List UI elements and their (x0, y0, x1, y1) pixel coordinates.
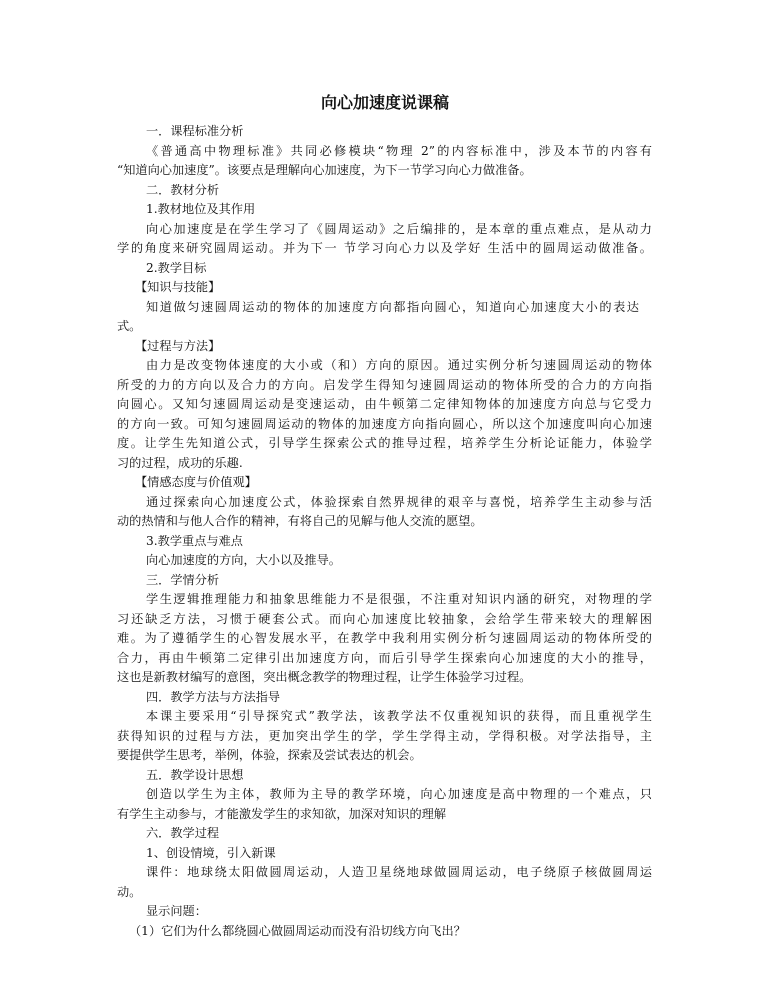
paragraph-line: 要提供学生思考，举例，体验，探索及尝试表达的机会。 (117, 748, 422, 762)
paragraph-line: 向圆心。又知匀速圆周运动是变速运动，由牛顿第二定律知物体的加速度方向总与它受力 (117, 397, 652, 411)
paragraph-line: 习还缺乏方法，习惯于硬套公式。而向心加速度比较抽象，会给学生带来较大的理解困 (117, 612, 652, 626)
paragraph-line: 学的角度来研究圆周运动。并为下一 节学习向心力以及学好 生活中的圆周运动做准备。 (117, 241, 652, 255)
paragraph-line: 本课主要采用“引导探究式”教学法，该教学法不仅重视知识的获得，而且重视学生 (146, 709, 652, 723)
paragraph-line: 获得知识的过程与方法，更加突出学生的学，学生学得主动，学得积极。对学法指导，主 (117, 729, 652, 743)
paragraph-line: 向心加速度是在学生学习了《圆周运动》之后编排的，是本章的重点难点，是从动力 (146, 222, 652, 236)
paragraph-line: 的方向一致。可知匀速圆周运动的物体的加速度方向指向圆心，所以这个加速度叫向心加速 (117, 417, 652, 431)
paragraph-line: 向心加速度的方向，大小以及推导。 (146, 553, 341, 567)
paragraph-line: 课件：地球绕太阳做圆周运动，人造卫星绕地球做圆周运动，电子绕原子核做圆周运 (146, 865, 652, 879)
paragraph-line: 创造以学生为主体，教师为主导的教学环境，向心加速度是高中物理的一个难点，只 (146, 787, 652, 801)
section-heading: 二．教材分析 (146, 183, 220, 197)
paragraph-line: 度。让学生先知道公式，引导学生探索公式的推导过程，培养学生分析论证能力，体验学 (117, 436, 652, 450)
paragraph-line: “知道向心加速度”。该要点是理解向心加速度，为下一节学习向心力做准备。 (117, 163, 532, 177)
goal-heading: 【过程与方法】 (135, 339, 221, 353)
paragraph-line: 这也是新教材编写的意图，突出概念教学的物理过程，让学生体验学习过程。 (117, 670, 532, 684)
paragraph-line: 所受的力的方向以及合力的方向。启发学生得知匀速圆周运动的物体所受的合力的方向指 (117, 378, 652, 392)
paragraph-line: 合力，再由牛顿第二定律引出加速度方向，而后引导学生探索向心加速度的大小的推导， (117, 651, 652, 665)
paragraph-line: 通过探索向心加速度公式，体验探索自然界规律的艰辛与喜悦，培养学生主动参与活 (146, 495, 652, 509)
question-line: （1）它们为什么都绕圆心做圆周运动而没有沿切线方向飞出？ (129, 924, 466, 938)
paragraph-line: 习的过程，成功的乐趣. (117, 456, 243, 470)
paragraph-line: 式。 (117, 319, 142, 333)
paragraph-line: 难。为了遵循学生的心智发展水平，在教学中我利用实例分析匀速圆周运动的物体所受的 (117, 631, 652, 645)
paragraph-line: 动的热情和与他人合作的精神，有将自己的见解与他人交流的愿望。 (117, 514, 483, 528)
paragraph-line: 知道做匀速圆周运动的物体的加速度方向都指向圆心，知道向心加速度大小的表达 (146, 300, 639, 314)
paragraph-line: 动。 (117, 885, 142, 899)
goal-heading: 【情感态度与价值观】 (135, 475, 257, 489)
section-heading: 一．课程标准分析 (146, 124, 244, 138)
document-title: 向心加速度说课稿 (320, 93, 449, 112)
goal-heading: 【知识与技能】 (135, 280, 221, 294)
paragraph-line: 学生逻辑推理能力和抽象思维能力不是很强，不注重对知识内涵的研究，对物理的学 (146, 592, 652, 606)
paragraph-line: 由力是改变物体速度的大小或（和）方向的原因。通过实例分析匀速圆周运动的物体 (146, 358, 652, 372)
subsection-heading: 2.教学目标 (146, 261, 207, 275)
subsection-heading: 1.教材地位及其作用 (146, 202, 256, 216)
subsection-heading: 3.教学重点与难点 (146, 534, 243, 548)
paragraph-line: 显示问题： (146, 904, 207, 918)
section-heading: 三．学情分析 (146, 573, 220, 587)
paragraph-line: 有学生主动参与，才能激发学生的求知欲，加深对知识的理解 (117, 807, 447, 821)
section-heading: 六．教学过程 (146, 826, 220, 840)
section-heading: 五．教学设计思想 (146, 768, 244, 782)
section-heading: 四．教学方法与方法指导 (146, 690, 281, 704)
subsection-heading: 1、创设情境，引入新课 (146, 846, 276, 860)
paragraph-line: 《普通高中物理标准》共同必修模块“物理 2”的内容标准中，涉及本节的内容有 (146, 144, 652, 158)
